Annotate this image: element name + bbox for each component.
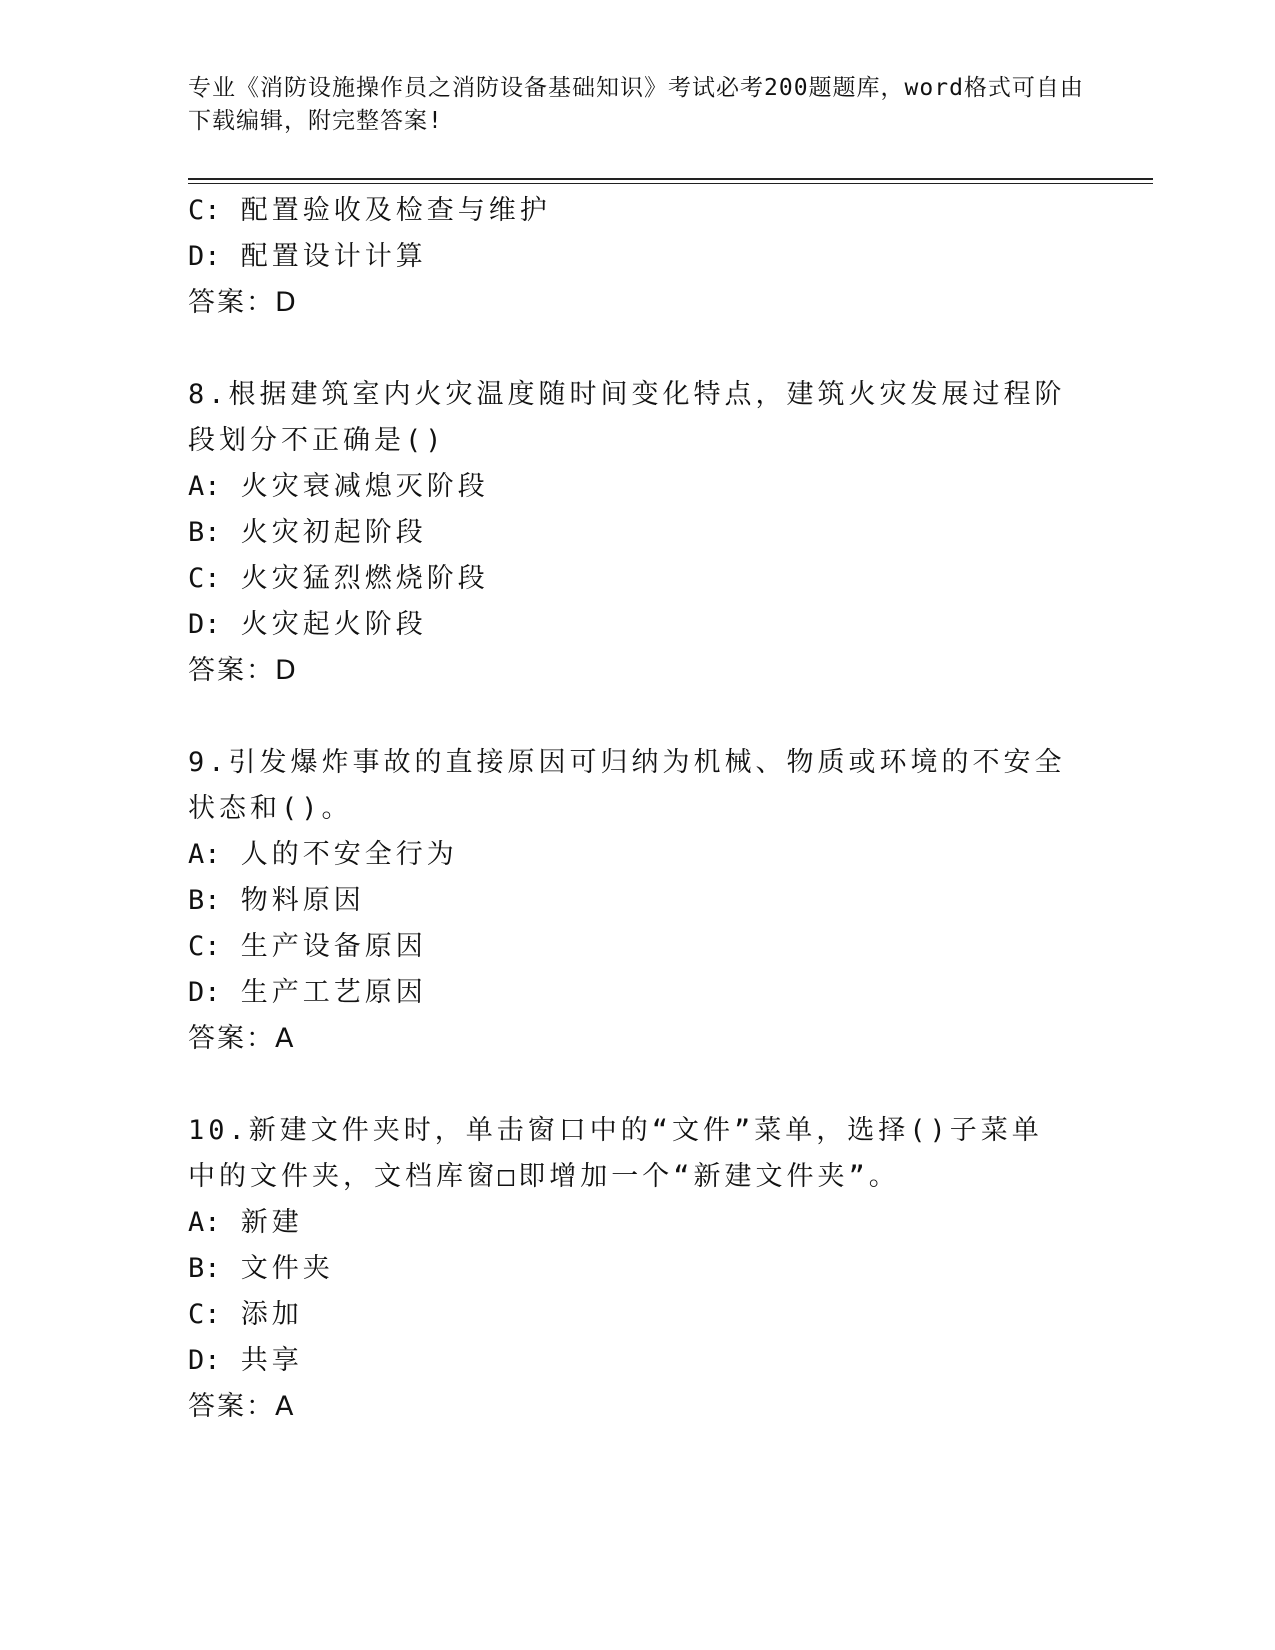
option-key: D: xyxy=(188,1345,221,1376)
question-stem: 8.根据建筑室内火灾温度随时间变化特点，建筑火灾发展过程阶段划分不正确是() xyxy=(188,379,1066,456)
document-body xyxy=(188,188,1088,1430)
option-text: 添加 xyxy=(240,1299,303,1330)
option-text: 配置验收及检查与维护 xyxy=(240,195,551,226)
option-text: 共享 xyxy=(240,1345,303,1376)
option-item xyxy=(188,234,1088,280)
option-item xyxy=(188,556,1088,602)
option-text: 生产工艺原因 xyxy=(240,977,427,1008)
option-item xyxy=(188,1338,1088,1384)
option-item xyxy=(188,832,1088,878)
option-key: C: xyxy=(188,1299,221,1330)
option-key: D: xyxy=(188,609,221,640)
option-text: 火灾衰减熄灭阶段 xyxy=(240,471,489,502)
prev-question xyxy=(188,188,1088,326)
option-item xyxy=(188,1200,1088,1246)
question-block xyxy=(188,372,1088,694)
option-item xyxy=(188,970,1088,1016)
question-stem: 10.新建文件夹时，单击窗口中的“文件”菜单，选择()子菜单中的文件夹，文档库窗□即增加一个“新建文件夹”。 xyxy=(188,1115,1043,1192)
option-text: 文件夹 xyxy=(240,1253,334,1284)
option-text: 配置设计计算 xyxy=(240,241,427,272)
option-key: B: xyxy=(188,517,221,548)
option-text: 火灾初起阶段 xyxy=(240,517,427,548)
option-item xyxy=(188,510,1088,556)
option-key: A: xyxy=(188,839,221,870)
option-key: A: xyxy=(188,471,221,502)
option-key: D: xyxy=(188,241,221,272)
option-text: 物料原因 xyxy=(240,885,365,916)
header-divider-thin xyxy=(188,183,1153,184)
option-key: C: xyxy=(188,195,221,226)
option-key: A: xyxy=(188,1207,221,1238)
option-item xyxy=(188,188,1088,234)
option-item xyxy=(188,878,1088,924)
option-item xyxy=(188,924,1088,970)
answer-line: 答案：A xyxy=(188,1391,296,1422)
option-key: C: xyxy=(188,931,221,962)
option-text: 火灾起火阶段 xyxy=(240,609,427,640)
option-item xyxy=(188,602,1088,648)
option-text: 生产设备原因 xyxy=(240,931,427,962)
question-block xyxy=(188,1108,1088,1430)
option-key: B: xyxy=(188,885,221,916)
option-item xyxy=(188,1292,1088,1338)
answer-line: 答案：D xyxy=(188,287,298,318)
header-divider xyxy=(188,178,1153,180)
option-key: C: xyxy=(188,563,221,594)
question-stem: 9.引发爆炸事故的直接原因可归纳为机械、物质或环境的不安全状态和()。 xyxy=(188,747,1066,824)
question-block xyxy=(188,740,1088,1062)
option-text: 火灾猛烈燃烧阶段 xyxy=(240,563,489,594)
answer-line: 答案：D xyxy=(188,655,298,686)
answer-line: 答案：A xyxy=(188,1023,296,1054)
option-item xyxy=(188,1246,1088,1292)
option-key: B: xyxy=(188,1253,221,1284)
option-item xyxy=(188,464,1088,510)
option-key: D: xyxy=(188,977,221,1008)
document-header: 专业《消防设施操作员之消防设备基础知识》考试必考200题题库，word格式可自由下载编辑，附完整答案! xyxy=(188,75,1084,134)
option-text: 新建 xyxy=(240,1207,303,1238)
option-text: 人的不安全行为 xyxy=(240,839,458,870)
